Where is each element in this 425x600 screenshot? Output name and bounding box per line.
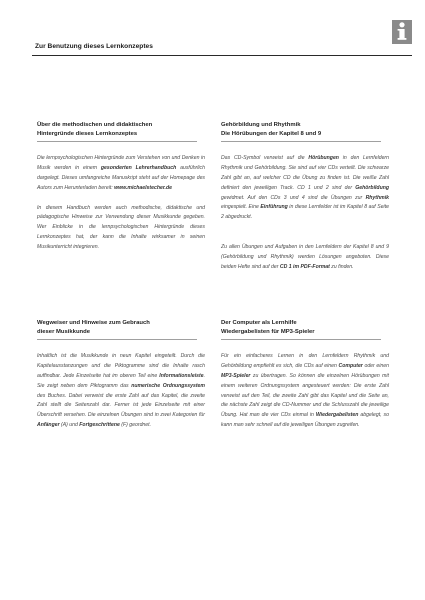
section-divider [37,339,197,340]
info-icon [392,20,412,44]
paragraph [37,352,205,431]
heading-line: Über die methodischen und didaktischen [37,122,153,128]
text-run: Die lernpsychologischen Hintergründe zum Verstehen von und Denken in Musik werden in einem [37,155,205,172]
text-run: abgelegt, so kann man sehr schnell auf die jeweiligen Übungen zugreifen. [221,412,389,429]
text-run: . Sie zeigt neben dem Piktogramm das [37,372,205,389]
section-computer [221,319,389,431]
text-run: oder einen [362,363,389,370]
heading-line: Gehörbildung und Rhythmik [221,122,301,128]
emphasis-text: Gehörbildung [355,184,389,191]
text-run: gewidmet. Auf den CDs 3 und 4 sind die Übungen zur [221,194,366,201]
emphasis-text: Rhythmik [365,194,389,201]
text-run: in den Lernfeldern Rhythmik und Gehörbildung. Sie sind auf vier CDs verteilt. Die schwarze Zahl gibt an, auf welcher CD die Übung zu finden ist. Die weiße Zahl definiert den jeweiligen Track. CD 1 und 2 sind der [221,155,390,191]
section-heading [221,319,389,336]
page-title: Zur Benutzung dieses Lernkonzeptes [35,43,153,50]
section-wegweiser [37,319,205,431]
section-divider [221,141,381,142]
emphasis-text: gesonderten Lehrerhandbuch [100,165,177,172]
emphasis-text: www.michaelstecher.de [114,184,172,191]
text-run: in diese Lernfelder ist im Kapitel 8 auf Seite 2 abgedruckt. [221,204,389,221]
emphasis-text: Fortgeschrittene [79,422,120,429]
emphasis-text: Computer [338,363,363,370]
info-icon-glyph [392,20,412,44]
emphasis-text: Hörübungen [308,155,339,162]
paragraph [221,243,389,273]
emphasis-text: CD 1 im PDF-Format [279,263,330,270]
emphasis-text: Einführung [260,204,288,211]
text-run: (F) geordnet. [119,422,152,429]
section-divider [37,141,197,142]
text-run: Inhaltlich ist die Musikkunde in neun Kapitel eingeteilt. Durch die Kapitelausstanzungen und die Piktogramme sind die Inhalte rasch auffindbar. Jede Einzelseite hat im oberen Teil eine [37,353,205,379]
text-run: zu übertragen. So können die einzelnen Hörübungen mit einem weiteren Ordnungssystem angesteuert werden: Die erste Zahl verweist auf den Teil, die zweite Zahl gibt das Kapitel und die Seite an, die nächste Zahl zeigt die CD-Nummer und die Schlusszahl die jeweilige Übung. Hat man die vier CDs einmal in [221,372,389,419]
emphasis-text: numerische Ordnungssystem [131,382,205,389]
text-run: ausführlich dargelegt. Dieses umfangreiche Manuskript steht auf der Homepage des Autors zum Herunterladen bereit: [37,165,205,191]
text-run: Das CD-Symbol verweist auf die [221,155,309,162]
section-heading [37,319,205,336]
section-divider [221,339,381,340]
heading-line: Der Computer als Lernhilfe [221,320,297,326]
heading-line: Wiedergabelisten für MP3-Spieler [221,328,315,335]
text-run: Zu allen Übungen und Aufgaben in den Lernfeldern der Kapitel 8 und 9 (Gehörbildung und Rhythmik) werden Lösungen angeboten. Diese beiden Hefte sind auf der [221,244,389,270]
section-methodik [37,121,205,253]
text-run: In diesem Handbuch werden auch methodische, didaktische und pädagogische Hinweise zur Verwendung dieser Musikkunde gegeben. Wer Einblicke in die lernpsychologischen Hintergründe dieses Lernkonzeptes hat, der kann die Inhalte wirksamer in seinen Musikunterricht integrieren. [37,204,205,250]
heading-line: Hintergründe dieses Lernkonzeptes [37,130,138,137]
emphasis-text: Informationsleiste [159,372,204,379]
title-rule [32,55,412,56]
section-heading [37,121,205,138]
section-hoerbildung [221,121,389,273]
emphasis-text: MP3-Spieler [221,372,251,379]
heading-line: Die Hörübungen der Kapitel 8 und 9 [221,130,322,137]
section-heading [221,121,389,138]
emphasis-text: Anfänger [37,422,60,429]
paragraph [37,154,205,193]
paragraph [221,352,389,431]
text-run: des Buches. Dabei verweist die erste Zahl auf das Kapitel, die zweite Zahl stellt die Seitenzahl dar. Ferner ist jede Einzelseite mit einer Überschrift versehen. Die einzelnen Übungen sind in zwei Kategorien für [37,392,205,419]
heading-line: Wegweiser und Hinweise zum Gebrauch [37,320,150,326]
text-run: zu finden. [329,263,354,270]
text-run: Für ein einfacheres Lernen in den Lernfeldern Rhythmik und Gehörbildung empfiehlt es sich, die CDs auf einen [221,353,389,370]
emphasis-text: Wiedergabelisten [315,412,359,419]
text-run: (A) und [59,422,80,429]
paragraph [37,204,205,253]
text-run: eingespielt. Eine [221,204,261,211]
paragraph [221,154,389,223]
heading-line: dieser Musikkunde [37,328,91,335]
